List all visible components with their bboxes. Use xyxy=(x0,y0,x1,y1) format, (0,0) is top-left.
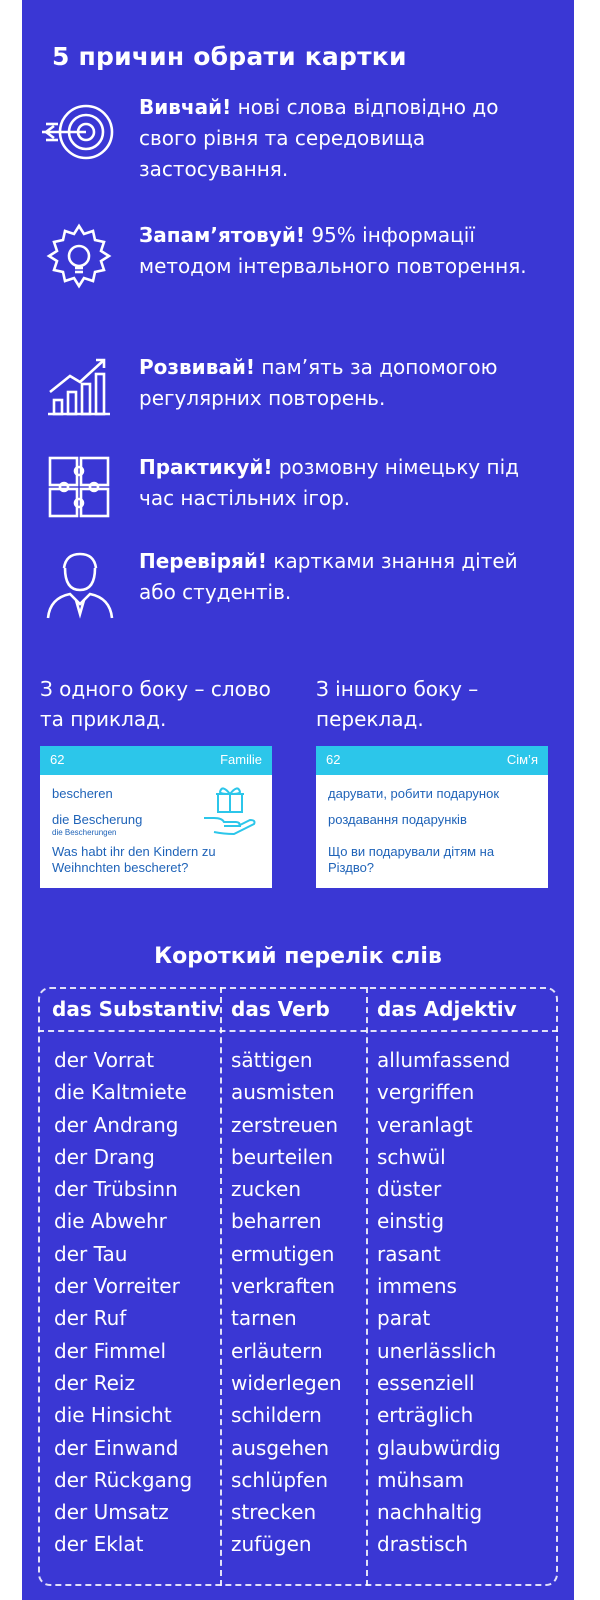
card-noun: die Bescherung xyxy=(52,812,143,827)
verb-item: zucken xyxy=(231,1177,302,1202)
column-header-adjective: das Adjektiv xyxy=(377,997,517,1021)
noun-item: die Abwehr xyxy=(54,1209,167,1234)
card-number: 62 xyxy=(50,752,65,767)
gear-lightbulb-icon xyxy=(40,220,118,298)
adjective-item: veranlagt xyxy=(377,1112,473,1137)
column-divider xyxy=(220,987,222,1586)
adjective-item: vergriffen xyxy=(377,1080,475,1105)
verb-item: beurteilen xyxy=(231,1144,334,1169)
noun-item: der Umsatz xyxy=(54,1500,169,1525)
reason-text: Перевіряй! картками знання дітей або студентів. xyxy=(139,549,518,604)
person-icon xyxy=(40,546,118,624)
info-panel xyxy=(22,0,574,1600)
adjective-item: immens xyxy=(377,1274,457,1299)
adjective-item: parat xyxy=(377,1306,431,1331)
reason-item xyxy=(22,220,574,312)
column-divider xyxy=(366,987,368,1586)
adjective-item: erträglich xyxy=(377,1403,474,1428)
adjective-item: allumfassend xyxy=(377,1048,511,1072)
card-translation: роздавання подарунків xyxy=(328,812,467,827)
reason-item xyxy=(22,452,574,544)
reason-text: Розвивай! пам’ять за допомогою регулярних повторень. xyxy=(139,355,498,410)
card-number: 62 xyxy=(326,752,341,767)
card-example: Was habt ihr den Kindern zu Weihnchten bescheret? xyxy=(52,844,216,875)
verb-item: widerlegen xyxy=(231,1370,342,1395)
reason-text: Запам’ятовуй! 95% інформації методом інтервального повторення. xyxy=(139,223,527,278)
verb-item: zerstreuen xyxy=(231,1112,339,1137)
verb-item: sättigen xyxy=(231,1048,313,1072)
noun-item: der Eklat xyxy=(54,1532,144,1557)
verb-item: ausmisten xyxy=(231,1080,335,1105)
verb-item: strecken xyxy=(231,1500,317,1525)
noun-item: der Vorreiter xyxy=(54,1274,180,1299)
noun-item: der Tau xyxy=(54,1241,128,1266)
noun-item: die Kaltmiete xyxy=(54,1080,187,1105)
adjective-item: einstig xyxy=(377,1209,445,1234)
front-caption: З одного боку – слово та приклад. xyxy=(40,677,271,731)
adjective-list xyxy=(377,1044,510,1561)
noun-item: der Rückgang xyxy=(54,1467,193,1492)
noun-item: der Trübsinn xyxy=(54,1177,178,1202)
verb-item: schildern xyxy=(231,1403,322,1428)
header-divider xyxy=(38,1030,558,1032)
noun-item: der Andrang xyxy=(54,1112,179,1137)
reason-item xyxy=(22,352,574,444)
verb-item: ausgehen xyxy=(231,1435,330,1460)
puzzle-icon xyxy=(40,452,118,530)
verb-item: verkraften xyxy=(231,1274,335,1299)
column-header-noun: das Substantiv xyxy=(52,997,221,1021)
adjective-item: schwül xyxy=(377,1144,446,1169)
growth-chart-icon xyxy=(40,352,118,430)
column-header-verb: das Verb xyxy=(231,997,330,1021)
wordlist-title: Короткий перелік слів xyxy=(154,944,442,969)
adjective-item: unerlässlich xyxy=(377,1338,497,1363)
noun-item: der Ruf xyxy=(54,1306,127,1331)
adjective-item: glaubwürdig xyxy=(377,1435,501,1460)
card-topic: Сім’я xyxy=(506,752,538,767)
verb-item: erläutern xyxy=(231,1338,323,1363)
reason-item xyxy=(22,546,574,638)
noun-item: der Fimmel xyxy=(54,1338,167,1363)
noun-item: der Reiz xyxy=(54,1370,135,1395)
noun-item: der Einwand xyxy=(54,1435,179,1460)
reason-item xyxy=(22,92,574,184)
card-header xyxy=(316,746,548,775)
verb-item: schlüpfen xyxy=(231,1467,329,1492)
reason-text: Практикуй! розмовну німецьку під час настільних ігор. xyxy=(139,455,519,510)
card-plural: die Bescherungen xyxy=(52,828,117,837)
adjective-item: düster xyxy=(377,1177,442,1202)
gift-hand-icon xyxy=(200,782,260,838)
card-header xyxy=(40,746,272,775)
adjective-item: rasant xyxy=(377,1241,441,1266)
adjective-item: mühsam xyxy=(377,1467,464,1492)
noun-list xyxy=(54,1044,192,1561)
page-title: 5 причин обрати картки xyxy=(52,42,407,71)
adjective-item: essenziell xyxy=(377,1370,475,1395)
reason-text: Вивчай! нові слова відповідно до свого рівня та середовища застосування. xyxy=(139,95,499,181)
noun-item: der Vorrat xyxy=(54,1048,155,1072)
card-example: Що ви подарували дітям на Різдво? xyxy=(328,844,495,875)
verb-item: ermutigen xyxy=(231,1241,335,1266)
front-card xyxy=(40,746,272,888)
card-topic: Familie xyxy=(220,752,262,767)
back-caption: З іншого боку – переклад. xyxy=(316,677,479,731)
verb-item: zufügen xyxy=(231,1532,312,1557)
card-word: bescheren xyxy=(52,786,113,801)
back-card xyxy=(316,746,548,888)
verb-list xyxy=(231,1044,342,1561)
verb-item: beharren xyxy=(231,1209,322,1234)
verb-item: tarnen xyxy=(231,1306,297,1331)
card-translation: дарувати, робити подарунок xyxy=(328,786,500,801)
target-icon xyxy=(40,92,118,170)
noun-item: der Drang xyxy=(54,1144,155,1169)
adjective-item: drastisch xyxy=(377,1532,469,1557)
noun-item: die Hinsicht xyxy=(54,1403,172,1428)
adjective-item: nachhaltig xyxy=(377,1500,483,1525)
